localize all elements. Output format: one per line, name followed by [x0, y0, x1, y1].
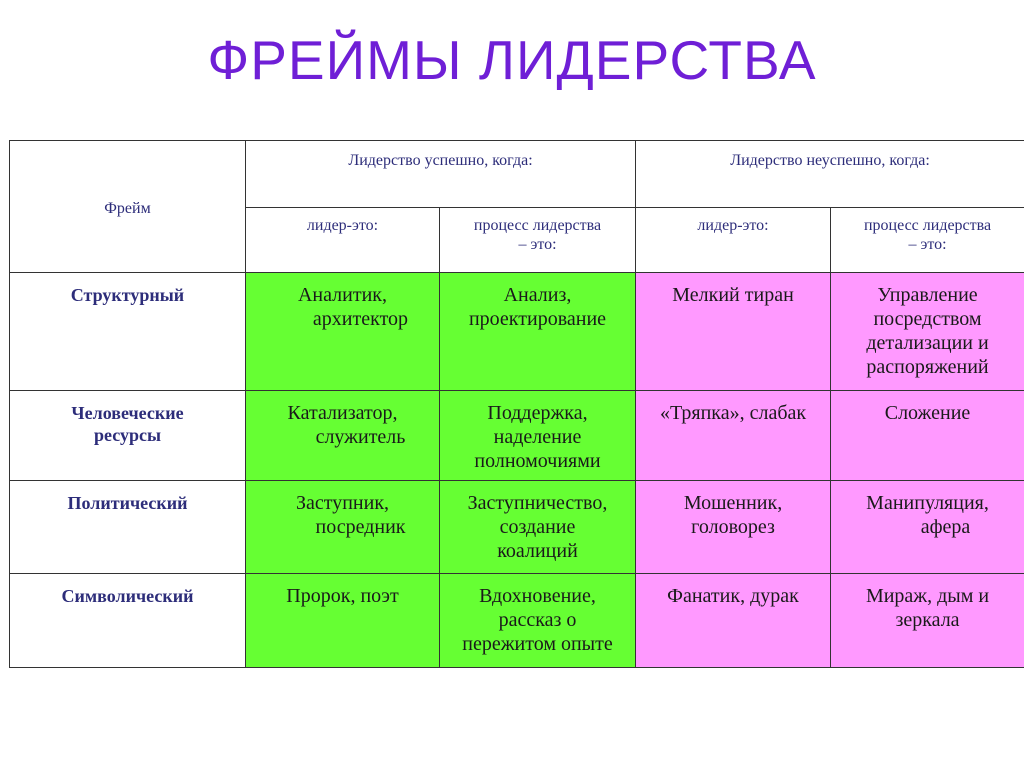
header-frame: Фрейм [10, 141, 246, 273]
success-leader-cell: Заступник, посредник [246, 481, 440, 574]
frame-name: Политический [10, 481, 246, 574]
failure-process-cell: Мираж, дым и зеркала [831, 574, 1024, 668]
table-row [10, 574, 1024, 668]
success-process-cell: Поддержка, наделение полномочиями [440, 391, 636, 481]
failure-leader-cell: «Тряпка», слабак [636, 391, 831, 481]
success-process-cell: Заступничество, создание коалиций [440, 481, 636, 574]
failure-leader-cell: Мошенник, головорез [636, 481, 831, 574]
failure-leader-cell: Мелкий тиран [636, 273, 831, 391]
success-process-cell: Анализ, проектирование [440, 273, 636, 391]
failure-leader-cell: Фанатик, дурак [636, 574, 831, 668]
table-row [10, 391, 1024, 481]
header-success-leader: лидер-это: [246, 208, 440, 273]
success-process-cell: Вдохновение, рассказ о пережитом опыте [440, 574, 636, 668]
failure-process-cell: Управление посредством детализации и распоряжений [831, 273, 1024, 391]
table-row [10, 273, 1024, 391]
header-failure-leader: лидер-это: [636, 208, 831, 273]
success-leader-cell: Пророк, поэт [246, 574, 440, 668]
failure-process-cell: Сложение [831, 391, 1024, 481]
header-failure-process: процесс лидерства – это: [831, 208, 1024, 273]
success-leader-cell: Катализатор, служитель [246, 391, 440, 481]
frame-name: Человеческие ресурсы [10, 391, 246, 481]
leadership-frames-table [9, 140, 1024, 668]
header-success-process: процесс лидерства – это: [440, 208, 636, 273]
success-leader-cell: Аналитик, архитектор [246, 273, 440, 391]
failure-process-cell: Манипуляция, афера [831, 481, 1024, 574]
header-failure: Лидерство неуспешно, когда: [636, 141, 1024, 208]
page-title: ФРЕЙМЫ ЛИДЕРСТВА [207, 29, 817, 91]
frame-name: Структурный [10, 273, 246, 391]
table-row [10, 481, 1024, 574]
header-success: Лидерство успешно, когда: [246, 141, 636, 208]
frame-name: Символический [10, 574, 246, 668]
header-row-top [10, 141, 1024, 208]
